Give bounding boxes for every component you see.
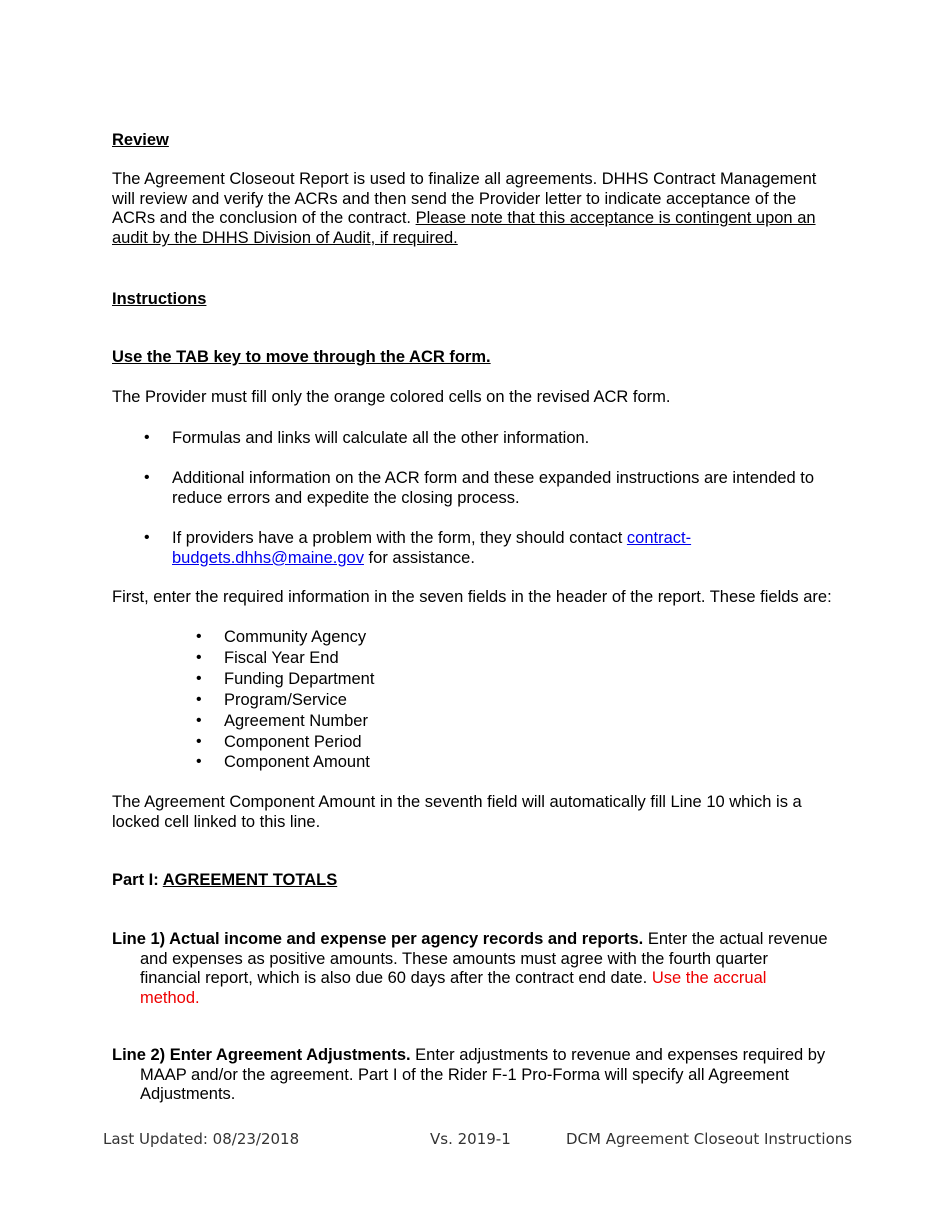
footer-doc-title: DCM Agreement Closeout Instructions: [566, 1130, 853, 1148]
field-item: Community Agency: [224, 628, 367, 646]
field-item: Funding Department: [224, 670, 375, 688]
contact-text: If providers have a problem with the form, they should contact: [172, 529, 627, 547]
instructions-heading: Instructions: [112, 290, 207, 308]
field-item: Component Period: [224, 733, 362, 751]
part1-heading: [112, 871, 337, 891]
line2-paragraph: [112, 1046, 845, 1105]
review-underlined-note: Please note that this acceptance is contingent upon an audit by the DHHS Division of Audit, if required.: [112, 209, 816, 248]
tab-key-heading: Use the TAB key to move through the ACR form.: [112, 348, 491, 366]
instructions-intro: The Provider must fill only the orange colored cells on the revised ACR form.: [112, 388, 671, 406]
line2-text: Enter adjustments to revenue and expenses required by MAAP and/or the agreement. Part I of the Rider F-1 Pro-Forma will specify all Agreement Adjustments.: [140, 1046, 826, 1104]
contact-suffix: for assistance.: [363, 548, 475, 567]
bullet-additional-info: Additional information on the ACR form and these expanded instructions are intended to reduce errors and expedite the closing process.: [172, 469, 815, 507]
line1-label: Line 1) Actual income and expense per agency records and reports.: [112, 930, 644, 948]
field-item: Fiscal Year End: [224, 649, 339, 667]
bullet-icon: •: [196, 649, 202, 666]
review-paragraph: [112, 170, 822, 249]
component-amount-note: The Agreement Component Amount in the seventh field will automatically fill Line 10 which is a locked cell linked to this line.: [112, 793, 802, 831]
footer-version: Vs. 2019-1: [430, 1130, 511, 1148]
bullet-icon: •: [196, 628, 202, 645]
part1-label: Part I:: [112, 871, 163, 889]
line1-paragraph: [112, 930, 830, 1009]
line1-text: Enter the actual revenue and expenses as positive amounts. These amounts must agree with the fourth quarter financial report, which is also due 60 days after the contract end date.: [140, 930, 828, 988]
line2-label: Line 2) Enter Agreement Adjustments.: [112, 1046, 411, 1064]
bullet-icon: •: [144, 429, 150, 446]
bullet-icon: •: [196, 712, 202, 729]
bullet-icon: •: [196, 753, 202, 770]
bullet-icon: •: [196, 691, 202, 708]
bullet-formulas: Formulas and links will calculate all the other information.: [172, 429, 590, 447]
fields-intro: First, enter the required information in the seven fields in the header of the report. These fields are:: [112, 588, 832, 606]
field-item: Program/Service: [224, 691, 347, 709]
bullet-contact: [172, 529, 732, 568]
contact-email-link[interactable]: contract-budgets.dhhs@maine.gov: [172, 529, 692, 567]
footer-last-updated: Last Updated: 08/23/2018: [103, 1130, 300, 1148]
line1-accrual-note: Use the accrual method.: [140, 969, 767, 1008]
part1-title: AGREEMENT TOTALS: [162, 871, 338, 889]
review-text: The Agreement Closeout Report is used to finalize all agreements. DHHS Contract Management will review and verify the ACRs and then send the Provider letter to indicate acceptance of the ACRs and the conclusion of the contract.: [112, 170, 817, 228]
field-item: Agreement Number: [224, 712, 368, 730]
bullet-icon: •: [144, 529, 150, 546]
bullet-icon: •: [144, 469, 150, 486]
bullet-icon: •: [196, 670, 202, 687]
field-item: Component Amount: [224, 753, 370, 771]
bullet-icon: •: [196, 733, 202, 750]
review-heading: Review: [112, 131, 169, 149]
